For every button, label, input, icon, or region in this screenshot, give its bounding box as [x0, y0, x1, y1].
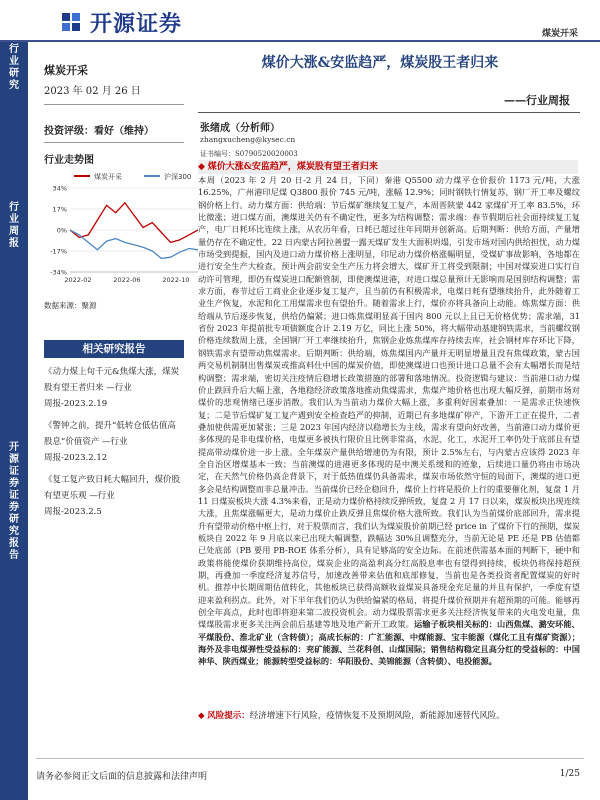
- header-industry-tag: 煤炭开采: [541, 29, 578, 39]
- related-report-date: 周报-2023.2.19: [44, 399, 108, 409]
- sidebar-char: 业: [9, 214, 19, 225]
- sidebar-char: 究: [9, 526, 19, 537]
- risk-notice: [198, 710, 580, 722]
- related-report-item[interactable]: [44, 472, 184, 520]
- sidebar-char: 券: [9, 502, 19, 513]
- y-tick-label: 0%: [56, 226, 67, 235]
- sidebar-char: 研: [9, 514, 19, 525]
- related-report-item[interactable]: [44, 364, 184, 412]
- related-report-title[interactable]: 《动力煤上旬千元&焦煤大涨，煤炭股有望王者归来 —行业: [44, 367, 180, 393]
- sidebar-char: 证: [9, 466, 19, 477]
- brand-logo: [58, 8, 182, 36]
- sidebar-char: 开: [9, 442, 19, 453]
- industry-name: 煤炭开采: [44, 64, 88, 77]
- sidebar-char: 证: [9, 490, 19, 501]
- sidebar-char: 研: [9, 68, 19, 79]
- related-report-title[interactable]: 《复工复产致日耗大幅回升，煤价股有望更乐观 —行业: [44, 475, 181, 501]
- sidebar-char: 报: [9, 538, 19, 549]
- y-tick-label: -34%: [50, 268, 67, 277]
- y-tick-label: 17%: [52, 205, 67, 214]
- report-date: 2023 年 02 月 26 日: [44, 86, 141, 97]
- risk-text: 经济增速下行风险，疫情恢复不及预期风险，新能源加速替代风险。: [249, 711, 505, 721]
- title-divider: [198, 112, 580, 113]
- sidebar-char: 行: [9, 202, 19, 213]
- analyst-name: 张绪成（分析师）: [200, 123, 280, 134]
- x-tick-label: 2022-02: [64, 276, 92, 284]
- summary-body-text: 本周（2023 年 2 月 20 日-2 月 24 日，下同）秦港 Q5500 动力煤平仓价报价 1173 元/吨，大涨 16.25%，广州港印尼煤 Q3800 报价 745 元/吨，涨幅 12.9%；同时钢铁行情复苏，钢厂开工率及螺纹钢价格上行。动力煤方面：供给端：节后煤矿继续复工复产，本周晋陕蒙 442 家煤矿开工率 83.5%，环比微涨；进口煤方面，澳煤进关仍有不确定性，更多为结构调整；需求端：春节假期后社会面持续复工复产，电厂日耗环比连续上涨，从农历年看，日耗已超过往年同期并创新高。后期判断：供给方面，产量增量仍存在不确定性，22 日内蒙古阿拉善盟一露天煤矿发生大面积坍塌，引发市场对国内供给担忧，动力煤市场受到提振，国内及进口动力煤价格上涨明显，印尼动力煤价格涨幅明显，受煤矿事故影响，各地都在进行安全生产大检查，预计两会前安全生产压力将会增大，煤矿开工将受到限制；中国对煤炭进口实行自动许可管理，即仍有煤炭进口配额管制，即使澳煤进港，对进口煤总量预计无影响而是国别结构调整；需求方面，春节过后工商业企业逐步复工复产，且当前仍有积极需求，电煤日耗有望继续抬升，此外随着工业生产恢复，水泥和化工用煤需求也有望抬升。随着需求上行，煤价亦将具备向上动能。炼焦煤方面：供给端从节后逐步恢复，供给仍偏紧；进口炼焦煤明显高于国内 800 元以上且已无价格优势；需求端，31 省份 2023 年提前批专项债额度合计 2.19 万亿，同比上涨 50%，将大幅带动基建钢铁需求，当前螺纹钢价格连续数周上涨，全国钢厂开工率继续抬升，焦钢企业炼焦煤库存持续去库，社会钢材库存环比下降，钢铁需求有望带动焦煤需求。后期判断：供给端，炼焦煤国内产量并无明显增量且没有焦煤政策，蒙古国两交易机制制出售煤炭或推高料仕中国的煤炭价值，即使澳煤进口也预计进口总量不会有太幅增长而是结构调整；需求端，密切关注疫情后稳增长政策措施的部署和落地情况。投资逻辑与建议：当前港口动力煤价止跌回升后大幅上涨，各地稳经济政策落地推动焦煤需求，焦煤产地价格也出现大幅反弹，前期市场对煤价的悲观情绪已逐步消散。我们认为当前动力煤价大幅上涨，多重利好因素叠加：一是需求正快速恢复；二是节后煤矿复工复产遇到安全检查趋严的抑制，近期已有多地煤矿停产，下游开工正在提升，二者叠加使供需更加紧张；三是 2023 年国内经济以稳增长为主线，需求有望向好改善，当前港口动力煤价更多体现的是非电煤价格，电煤更多被执行限价且比例非常高，水泥、化工、水泥开工率仍处于底部且有望提高带动煤价进一步上涨。全年煤炭产量供给增速仍为有限，预计 2.5%左右，与内蒙古应该得 2023 年全自治区增煤基本一致；当前澳煤的进港更多体现的是中澳关系缓和的迹象，后续进口量仍将由市场决定，在天然气价格仍高企背景下，对于低热值煤仍具备需求，煤炭市场依然守恒的局面下，澳煤的进口更多会是结构调整而非总量冲击。当前煤价已经企稳回升，煤价上行将是股价上行的重要催化剂，复盘 1 月 11 日煤炭板块大涨 4.3%来看，正是动力煤价格持续反弹所致，复盘 2 月 17 日以来，煤炭板块出现连续大涨，且焦煤涨幅更大，是动力煤价止跌反弹且焦煤价格大涨所致。我们认为当前煤价底部回升，需求提升有望带动价格中枢上行，对于股票而言，我们认为煤炭股价前期已经 price in 了煤价下行的预期，煤炭板块自 2022 年 9 月底以来已出现大幅调整，跌幅达 30%且调整充分，当前无论是 PE 还是 PB 估值都已处底部（PB 要用 PB-ROE 体系分析），具有足够高的安全边际。在前述供需基本面的判断下，硬中和政策将能使煤价获期维持高位，煤炭企业的高盈利高分红高股息率也有望得到持续，板块仍将保持超预期，再叠加一季度经济复苏信号，加速改善带来估值和底部修复，当前也是各类投资者配置煤炭的好时机。推荐中长期周期估值转化，其他板块已获得高额收益煤炭具备现金充足量的并且有保护，一季度有望迎来盈利拐点。此外，对下半年我们仍认为供给偏紧的格局，将提升煤价预期并有超预期的可能。能够再创全年高点，此时也即将迎来第二波投资机会。动力煤股票需求更多关注经济恢复带来的火电发电量，焦煤煤股需求更多关注两会前后基建等地及地产新开工政策。: [198, 175, 583, 630]
- risk-label: 风险提示：: [207, 711, 250, 721]
- left-divider: [44, 104, 184, 105]
- legend-label: 煤炭开采: [94, 173, 122, 181]
- report-type: ——行业周报: [504, 94, 570, 107]
- summary-body: [198, 174, 583, 668]
- chart-title: 行业走势图: [44, 155, 94, 166]
- sidebar-char: 行: [9, 44, 19, 55]
- report-title: 煤价大涨&安监趋严，煤炭股王者归来: [261, 55, 499, 71]
- summary-header-text: 煤价大涨&安监趋严，煤炭股有望王者归来: [207, 162, 378, 172]
- analyst-email[interactable]: zhangxucheng@kysec.cn: [200, 135, 296, 144]
- header-rule: [0, 40, 600, 42]
- sidebar-char: 源: [9, 454, 19, 465]
- chart-source: 数据来源：聚源: [44, 301, 97, 310]
- sidebar-char: 告: [9, 550, 19, 561]
- related-report-date: 周报-2023.2.12: [44, 453, 108, 463]
- analyst-certificate: 证书编号：S0790520020003: [200, 150, 298, 158]
- sidebar-label-brand-report: [3, 442, 25, 562]
- x-tick-label: 2022-10: [162, 276, 190, 284]
- footer-disclaimer[interactable]: 请务必参阅正文后面的信息披露和法律声明: [36, 772, 208, 782]
- investment-rating: 投资评级：看好（维持）: [44, 126, 154, 137]
- sidebar-char: 券: [9, 478, 19, 489]
- y-tick-label: -17%: [50, 247, 67, 256]
- sidebar-label-industry-research: [3, 44, 25, 92]
- sidebar-char: 究: [9, 80, 19, 91]
- logo-icon: [58, 9, 84, 35]
- page-number: 1/25: [559, 769, 580, 779]
- sidebar: [0, 42, 28, 800]
- y-tick-label: 34%: [52, 184, 67, 193]
- x-tick-label: 2022-06: [113, 276, 141, 284]
- diamond-icon: ◆: [198, 711, 208, 721]
- sidebar-char: 业: [9, 56, 19, 67]
- related-research-header: 相关研究报告: [44, 340, 184, 358]
- related-report-date: 周报-2023.2.5: [44, 507, 102, 517]
- sidebar-char: 报: [9, 238, 19, 249]
- legend-label: 沪深300: [164, 173, 192, 181]
- industry-trend-chart: [44, 170, 204, 290]
- summary-stocks-text: 运输子板块相关标的：山西焦煤、潞安环能、平煤股份、淮北矿业（含转债）；高成长标的：广汇能源、中煤能源、宝丰能源（煤化工且有煤矿资源）；海外及非电煤弹性受益标的：兖矿能源、兰花科创、山煤国际；销售结构稳定且高分红的受益标的：中国神华、陕西煤业；能源转型受益标的：华阳股份、美锦能源（含转债）、电投能源。: [198, 619, 580, 667]
- brand-name: 开源证券: [90, 11, 183, 37]
- sidebar-char: 周: [9, 226, 19, 237]
- sidebar-label-weekly: [3, 202, 25, 250]
- summary-header: [198, 160, 578, 174]
- related-report-title[interactable]: 《警钟之前，提升“低转仓低估值高股息”价值资产 —行业: [44, 421, 176, 447]
- diamond-icon: ◆: [198, 162, 208, 172]
- footer-rule: [36, 758, 584, 759]
- left-divider: [44, 142, 184, 143]
- related-report-item[interactable]: [44, 418, 184, 466]
